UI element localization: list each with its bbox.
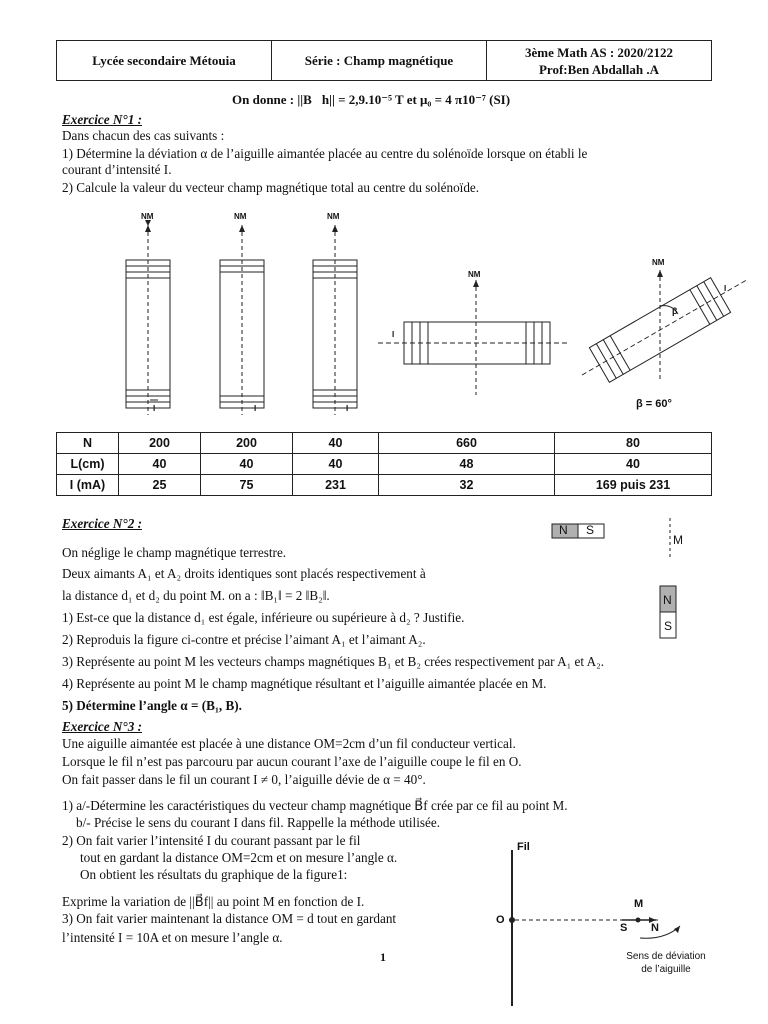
series-title: Série : Champ magnétique bbox=[272, 41, 487, 80]
current-label-2: I bbox=[254, 404, 257, 413]
table-cell: 231 bbox=[293, 475, 379, 496]
wire-figure bbox=[490, 830, 730, 1010]
solenoid-2 bbox=[220, 225, 264, 415]
ex2-line-1: On néglige le champ magnétique terrestre. bbox=[62, 545, 287, 560]
magnet1-north: N bbox=[559, 523, 568, 537]
teacher-name: Prof:Ben Abdallah .A bbox=[538, 61, 660, 77]
solenoid-5 bbox=[572, 263, 757, 393]
ex3-question-3b: l’intensité I = 10A et on mesure l’angle α. bbox=[62, 930, 283, 945]
page-number: 1 bbox=[380, 950, 386, 964]
ex3-question-2c: On obtient les résultats du graphique de la figure1: bbox=[80, 867, 348, 882]
table-cell: 660 bbox=[379, 433, 555, 454]
needle-north-label: N bbox=[651, 922, 659, 934]
nm-label-1: NM bbox=[141, 212, 154, 221]
table-cell: 48 bbox=[379, 454, 555, 475]
table-cell: 169 puis 231 bbox=[555, 475, 712, 496]
nm-label-2: NM bbox=[234, 212, 247, 221]
deviation-caption-1: Sens de déviation bbox=[626, 951, 706, 962]
deviation-caption-2: de l’aiguille bbox=[641, 964, 691, 975]
row-header: L(cm) bbox=[57, 454, 119, 475]
table-row bbox=[57, 475, 712, 496]
table-cell: 200 bbox=[119, 433, 201, 454]
ex2-question-2: 2) Reproduis la figure ci-contre et précise l’aimant A₁ et l’aimant A₂. bbox=[62, 632, 426, 647]
solenoid-figures bbox=[0, 200, 768, 430]
table-cell: 200 bbox=[201, 433, 293, 454]
ex1-question-1-cont: courant d’intensité I. bbox=[62, 162, 172, 177]
ex3-line-2: Lorsque le fil n’est pas parcouru par aucun courant l’axe de l’aiguille coupe le fil en O. bbox=[62, 754, 522, 769]
point-m-label: M bbox=[634, 898, 644, 910]
ex2-line-2: Deux aimants A₁ et A₂ droits identiques sont placés respectivement à bbox=[62, 566, 426, 581]
ex1-question-1: 1) Détermine la déviation α de l’aiguille aimantée placée au centre du solénoïde lorsque on établi le bbox=[62, 146, 588, 161]
header-table bbox=[56, 40, 712, 81]
table-row bbox=[57, 433, 712, 454]
ex3-question-2d: Exprime la variation de ||B⃗f|| au point M en fonction de I. bbox=[62, 894, 365, 909]
row-header: I (mA) bbox=[57, 475, 119, 496]
beta-label: β bbox=[672, 306, 678, 316]
table-cell: 75 bbox=[201, 475, 293, 496]
ex3-line-3: On fait passer dans le fil un courant I ≠ 0, l’aiguille dévie de α = 40°. bbox=[62, 772, 426, 787]
nm-label-3: NM bbox=[327, 212, 340, 221]
ex3-question-2a: 2) On fait varier l’intensité I du courant passant par le fil bbox=[62, 833, 361, 848]
current-label-5: I bbox=[724, 284, 727, 293]
school-name: Lycée secondaire Métouia bbox=[57, 41, 272, 80]
magnet2-north: N bbox=[663, 593, 672, 607]
table-cell: 40 bbox=[119, 454, 201, 475]
exercise-3-title: Exercice N°3 : bbox=[62, 719, 142, 734]
solenoid-3 bbox=[313, 225, 357, 415]
level-year: 3ème Math AS : 2020/2122 bbox=[524, 44, 674, 60]
ex2-question-3: 3) Représente au point M les vecteurs champs magnétiques B₁ et B₂ crées respectivement par A₁ et A₂. bbox=[62, 654, 605, 669]
nm-label-4: NM bbox=[468, 270, 481, 279]
ex2-line-3: la distance d₁ et d₂ du point M. on a : ‖B₁‖ = 2 ‖B₂‖. bbox=[62, 588, 330, 603]
table-cell: 40 bbox=[201, 454, 293, 475]
magnet2-south: S bbox=[664, 619, 673, 633]
given-constants: On donne : ||B⃗h|| = 2,9.10⁻⁵ T et μ₀ = 4 π10⁻⁷ (SI) bbox=[232, 92, 511, 107]
ex1-question-2: 2) Calcule la valeur du vecteur champ magnétique total au centre du solénoïde. bbox=[62, 180, 480, 195]
table-row bbox=[57, 454, 712, 475]
point-o-label: O bbox=[496, 914, 505, 926]
beta-value: β = 60° bbox=[636, 398, 672, 410]
solenoid-1 bbox=[126, 225, 170, 415]
ex1-data-table bbox=[56, 432, 712, 496]
solenoid-4 bbox=[378, 280, 570, 395]
nm-label-5: NM bbox=[652, 258, 665, 267]
row-header: N bbox=[57, 433, 119, 454]
ex3-question-3a: 3) On fait varier maintenant la distance OM = d tout en gardant bbox=[62, 911, 397, 926]
needle-south-label: S bbox=[620, 922, 628, 934]
current-label-4: I bbox=[392, 330, 395, 339]
ex3-question-1a: 1) a/-Détermine les caractéristiques du vecteur champ magnétique B⃗f crée par ce fil au point M. bbox=[62, 798, 568, 813]
magnet1-south: S bbox=[586, 523, 595, 537]
table-cell: 40 bbox=[555, 454, 712, 475]
ex1-intro: Dans chacun des cas suivants : bbox=[62, 128, 225, 143]
point-m-ex2: M bbox=[673, 533, 683, 547]
class-info bbox=[487, 41, 711, 80]
ex3-line-1: Une aiguille aimantée est placée à une distance OM=2cm d’un fil conducteur vertical. bbox=[62, 736, 516, 751]
ex3-question-1b: b/- Précise le sens du courant I dans fil. Rappelle la méthode utilisée. bbox=[76, 815, 441, 830]
ex2-question-4: 4) Représente au point M le champ magnétique résultant et l’aiguille aimantée placée en M. bbox=[62, 676, 547, 691]
current-label-3: I bbox=[346, 404, 349, 413]
table-cell: 80 bbox=[555, 433, 712, 454]
table-cell: 40 bbox=[293, 433, 379, 454]
wire-label: Fil bbox=[517, 841, 530, 853]
exercise-2-title: Exercice N°2 : bbox=[62, 516, 142, 531]
current-label-1: I bbox=[153, 404, 156, 413]
ex2-question-1: 1) Est-ce que la distance d₁ est égale, inférieure ou supérieure à d₂ ? Justifie. bbox=[62, 610, 465, 625]
ex2-question-5: 5) Détermine l’angle α = (B₁, B). bbox=[62, 698, 242, 713]
exercise-1-title: Exercice N°1 : bbox=[62, 112, 142, 127]
table-cell: 40 bbox=[293, 454, 379, 475]
ex3-question-2b: tout en gardant la distance OM=2cm et on mesure l’angle α. bbox=[80, 850, 398, 865]
table-cell: 32 bbox=[379, 475, 555, 496]
table-cell: 25 bbox=[119, 475, 201, 496]
